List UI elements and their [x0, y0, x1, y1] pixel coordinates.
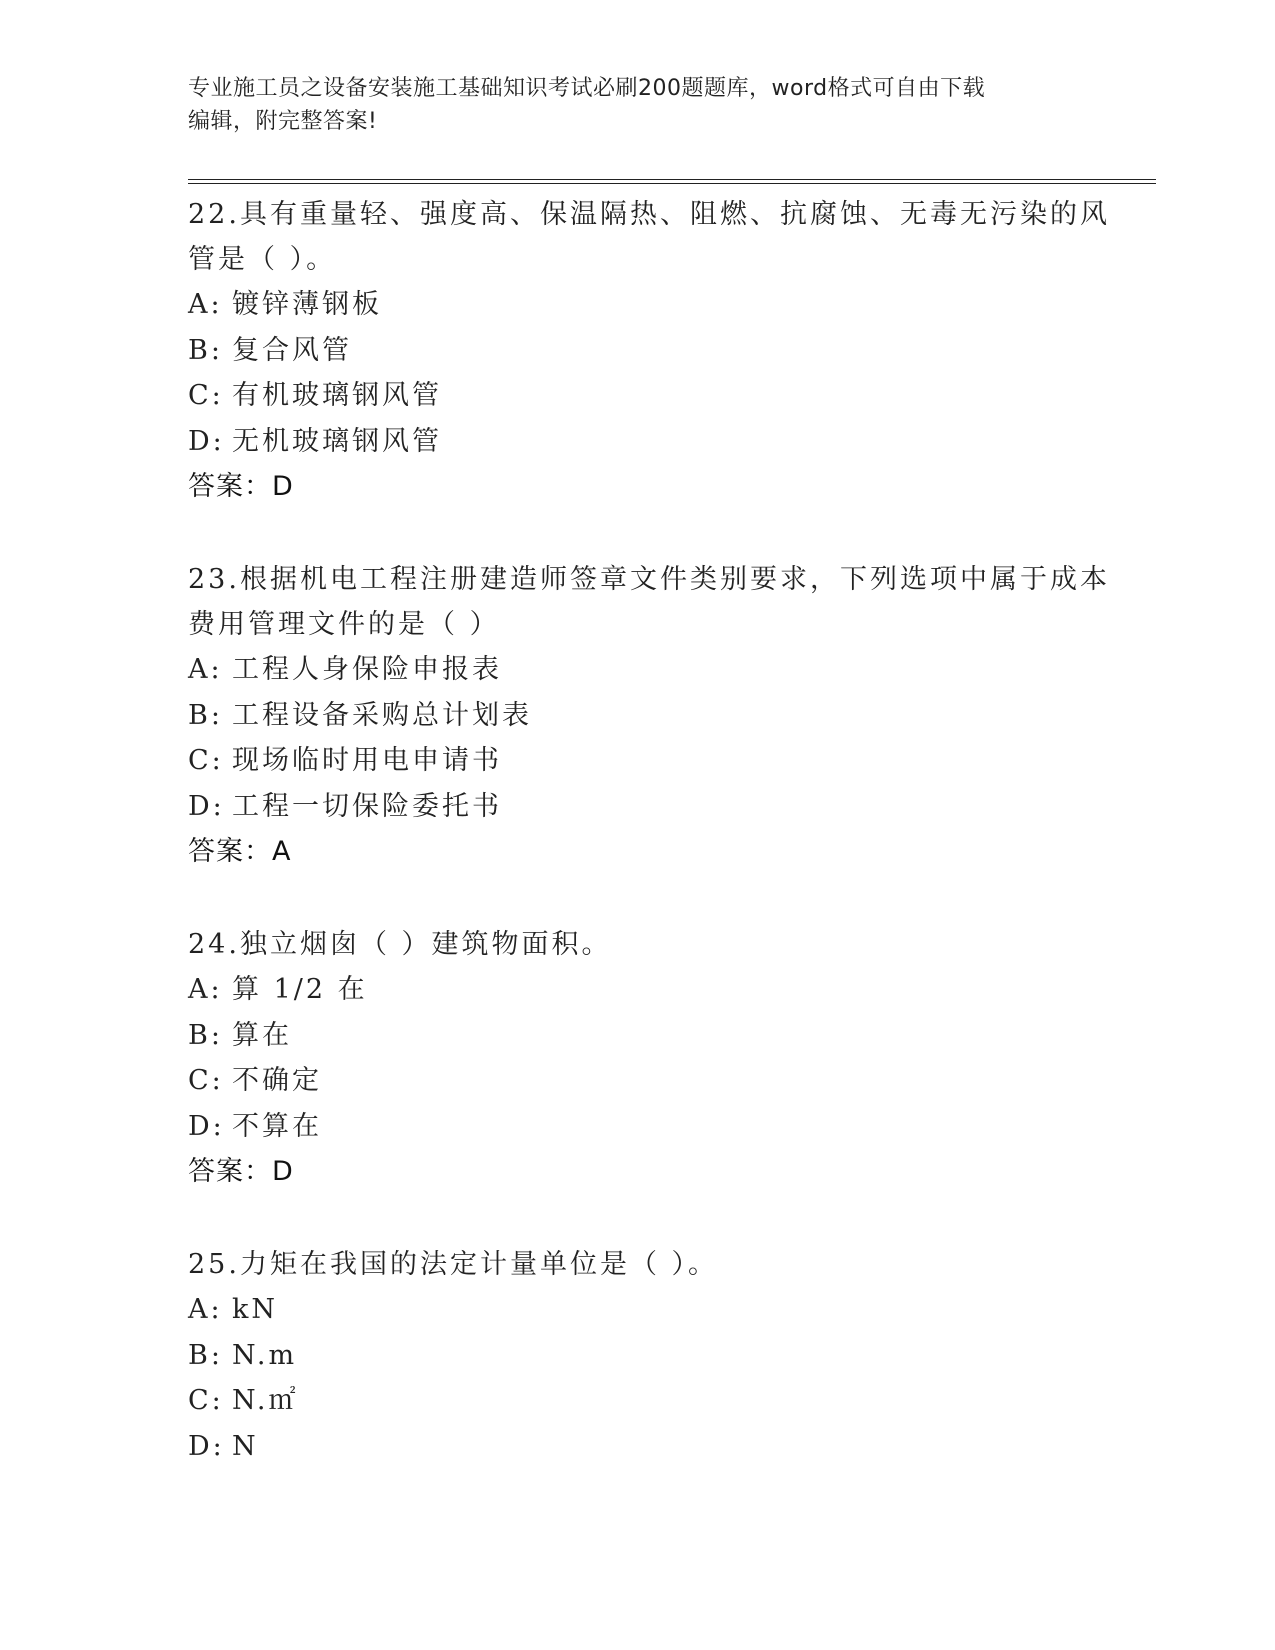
question-list — [188, 192, 1110, 1469]
document-header — [188, 72, 1068, 138]
question-stem-line: 费用管理文件的是（ ） — [188, 609, 500, 640]
question-22 — [188, 192, 1110, 509]
question-spacer — [188, 509, 1088, 557]
option-text: 工程人身保险申报表 — [232, 654, 502, 685]
option-letter: A: — [188, 974, 223, 1005]
option-c — [188, 1058, 1088, 1104]
option-letter: D: — [188, 790, 225, 822]
option-text: 不算在 — [232, 1110, 322, 1142]
header-title-line-2: 编辑，附完整答案! — [188, 109, 378, 134]
option-letter: A: — [188, 289, 223, 320]
option-text: 工程一切保险委托书 — [232, 790, 502, 822]
question-23 — [188, 557, 1110, 874]
option-text: kN — [232, 1294, 278, 1325]
question-spacer — [188, 1194, 1088, 1242]
answer-line: 答案：A — [188, 836, 292, 867]
option-d — [188, 1104, 1088, 1150]
option-letter: A: — [188, 654, 223, 685]
option-letter: D: — [188, 1110, 225, 1142]
option-letter: B: — [188, 1339, 223, 1371]
question-spacer — [188, 874, 1088, 922]
header-divider-top — [188, 179, 1156, 180]
option-text: 不确定 — [232, 1065, 322, 1096]
header-title-line-1: 专业施工员之设备安装施工基础知识考试必刷200题题库，word格式可自由下载 — [188, 76, 986, 101]
option-letter: B: — [188, 334, 223, 366]
option-b — [188, 328, 1088, 374]
option-letter: B: — [188, 699, 223, 731]
option-letter: C: — [188, 380, 224, 411]
option-d — [188, 419, 1088, 465]
question-stem — [188, 922, 1088, 967]
question-stem — [188, 557, 1110, 647]
question-stem — [188, 192, 1110, 282]
option-a — [188, 967, 1088, 1013]
option-text: 有机玻璃钢风管 — [232, 380, 442, 411]
option-text: 算在 — [232, 1019, 292, 1051]
option-letter: D: — [188, 425, 225, 457]
option-text: N.㎡ — [232, 1385, 299, 1416]
option-text: 算 1/2 在 — [232, 974, 368, 1005]
option-letter: C: — [188, 1385, 224, 1416]
question-stem — [188, 1242, 1088, 1287]
question-stem-line: 管是（ ）。 — [188, 244, 337, 275]
question-24 — [188, 922, 1088, 1194]
option-text: 镀锌薄钢板 — [232, 289, 382, 320]
option-b — [188, 693, 1088, 739]
option-a — [188, 647, 1088, 693]
option-letter: C: — [188, 745, 224, 776]
option-text: N — [232, 1430, 259, 1462]
option-text: 现场临时用电申请书 — [232, 745, 502, 776]
option-b — [188, 1333, 1088, 1379]
answer-line: 答案：D — [188, 471, 294, 502]
option-text: 工程设备采购总计划表 — [232, 699, 532, 731]
option-text: 无机玻璃钢风管 — [232, 425, 442, 457]
option-letter: B: — [188, 1019, 223, 1051]
answer-line: 答案：D — [188, 1156, 294, 1187]
question-25 — [188, 1242, 1088, 1469]
option-letter: D: — [188, 1430, 225, 1462]
option-d — [188, 1424, 1088, 1470]
option-c — [188, 738, 1088, 784]
option-c — [188, 373, 1088, 419]
question-stem-line: 25.力矩在我国的法定计量单位是（ ）。 — [188, 1249, 719, 1280]
option-a — [188, 1287, 1088, 1333]
question-stem-line: 22.具有重量轻、强度高、保温隔热、阻燃、抗腐蚀、无毒无污染的风 — [188, 199, 1110, 230]
question-stem-line: 23.根据机电工程注册建造师签章文件类别要求，下列选项中属于成本 — [188, 564, 1110, 595]
question-stem-line: 24.独立烟囱（ ）建筑物面积。 — [188, 929, 612, 960]
option-letter: A: — [188, 1294, 223, 1325]
option-a — [188, 282, 1088, 328]
option-text: N.m — [232, 1339, 298, 1371]
option-d — [188, 784, 1088, 830]
header-divider-bottom — [188, 183, 1156, 184]
option-letter: C: — [188, 1065, 224, 1096]
option-text: 复合风管 — [232, 334, 352, 366]
option-b — [188, 1013, 1088, 1059]
option-c — [188, 1378, 1088, 1424]
